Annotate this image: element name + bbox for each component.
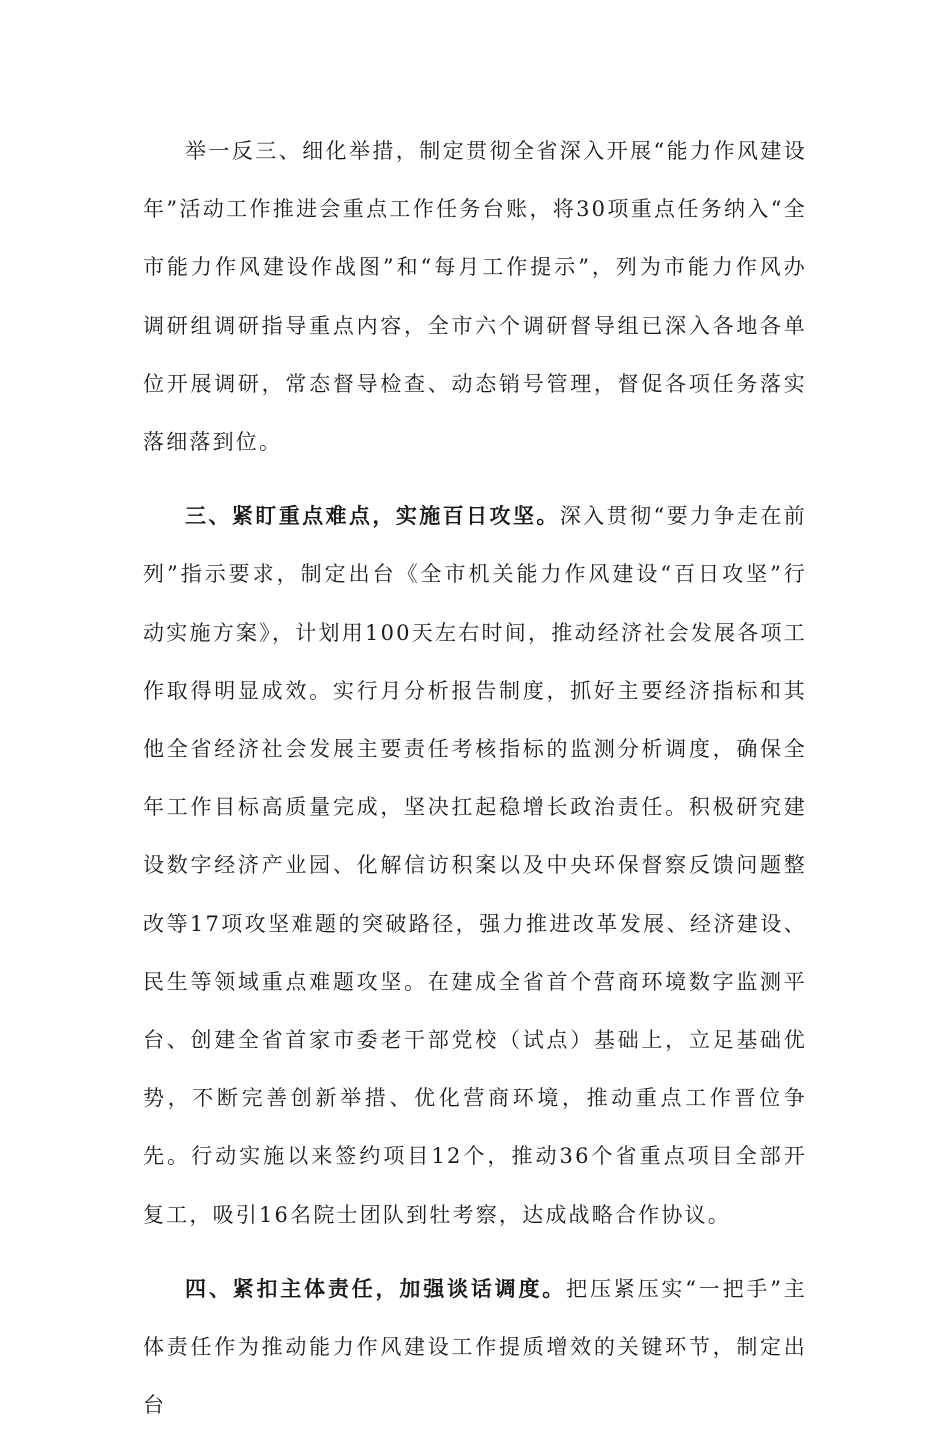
section-4-heading: 四、紧扣主体责任，加强谈话调度。	[185, 1275, 567, 1301]
paragraph-1-text: 举一反三、细化举措，制定贯彻全省深入开展“能力作风建设年”活动工作推进会重点工作任务台账，将30项重点任务纳入“全市能力作风建设作战图”和“每月工作提示”，列为市能力作风办调研组调研指导重点内容，全市六个调研督导组已深入各地各单位开展调研，常态督导检查、动态销号管理，督促各项任务落实落细落到位。	[143, 139, 807, 455]
paragraph-2	[143, 487, 807, 1244]
paragraph-1	[143, 122, 807, 471]
paragraph-3	[143, 1260, 807, 1434]
paragraph-2-text: 深入贯彻“要力争走在前列”指示要求，制定出台《全市机关能力作风建设“百日攻坚”行动实施方案》，计划用100天左右时间，推动经济社会发展各项工作取得明显成效。实行月分析报告制度，抓好主要经济指标和其他全省经济社会发展主要责任考核指标的监测分析调度，确保全年工作目标高质量完成，坚决扛起稳增长政治责任。积极研究建设数字经济产业园、化解信访积案以及中央环保督察反馈问题整改等17项攻坚难题的突破路径，强力推进改革发展、经济建设、民生等领域重点难题攻坚。在建成全省首个营商环境数字监测平台、创建全省首家市委老干部党校（试点）基础上，立足基础优势，不断完善创新举措、优化营商环境，推动重点工作晋位争先。行动实施以来签约项目12个，推动36个省重点项目全部开复工，吸引16名院士团队到牡考察，达成战略合作协议。	[143, 504, 808, 1227]
section-3-heading: 三、紧盯重点难点，实施百日攻坚。	[185, 503, 560, 529]
paragraph-3-text: 把压紧压实“一把手”主体责任作为推动能力作风建设工作提质增效的关键环节，制定出台	[143, 1276, 807, 1418]
document-body	[143, 122, 807, 1434]
